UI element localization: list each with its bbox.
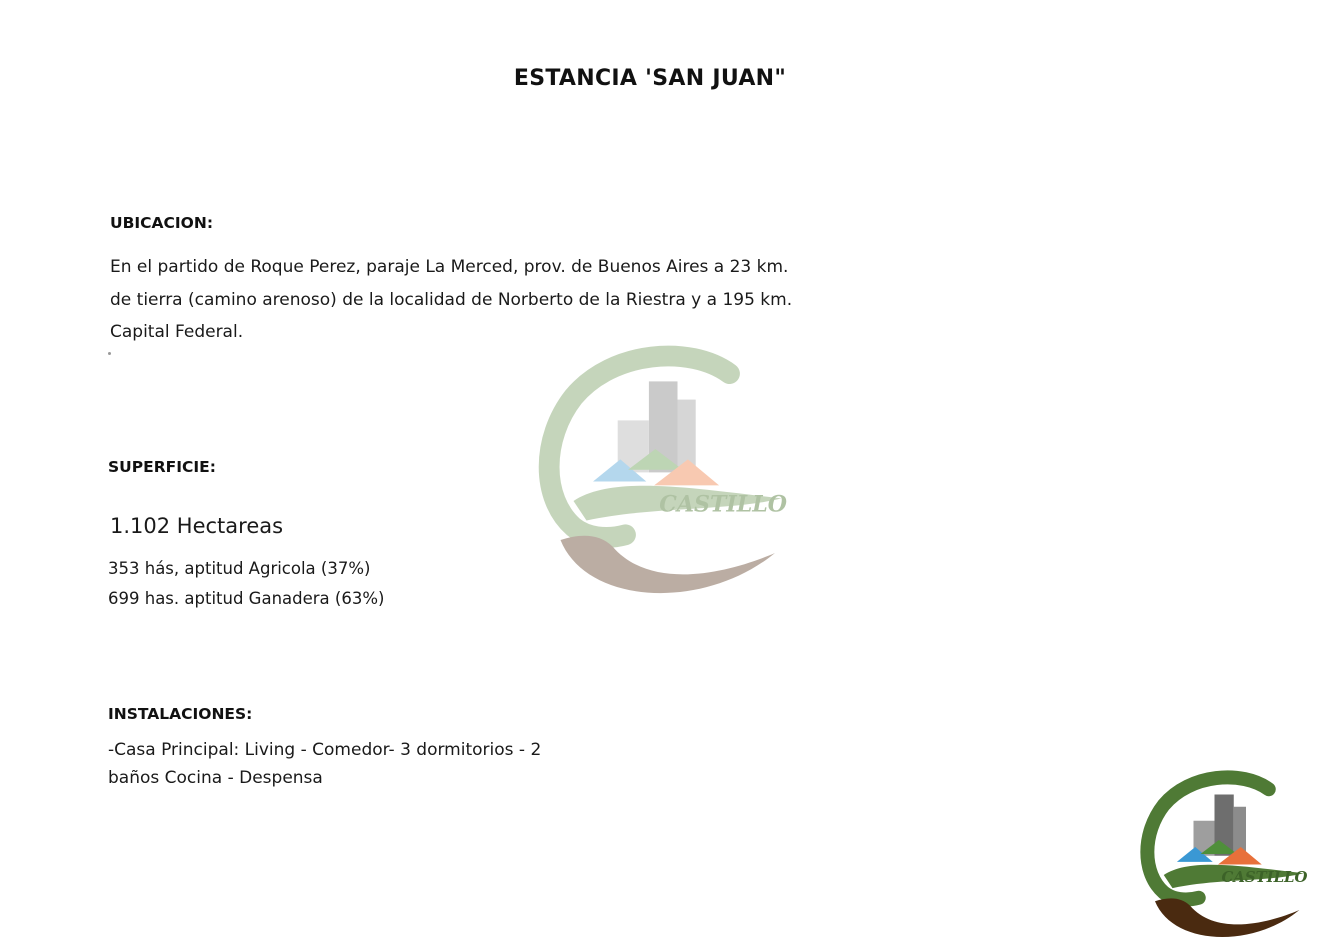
logo-swoosh-brown — [1155, 898, 1299, 937]
superficie-breakdown-line: 699 has. aptitud Ganadera (63%) — [108, 589, 385, 608]
ubicacion-description — [110, 251, 830, 349]
instalaciones-heading: INSTALACIONES: — [108, 705, 253, 723]
superficie-breakdown — [108, 554, 384, 614]
instalaciones-line: -Casa Principal: Living - Comedor- 3 dormitorios - 2 — [108, 740, 542, 760]
logo-swoosh-brown — [561, 536, 776, 593]
castillo-logo-icon — [1135, 770, 1315, 945]
instalaciones-line: baños Cocina - Despensa — [108, 768, 323, 788]
castillo-logo-icon — [532, 345, 797, 605]
instalaciones-description — [108, 736, 541, 792]
ubicacion-line: Capital Federal. — [110, 322, 244, 342]
superficie-breakdown-line: 353 hás, aptitud Agricola (37%) — [108, 559, 371, 578]
logo-text: CASTILLO — [659, 491, 787, 518]
superficie-total: 1.102 Hectareas — [110, 514, 284, 538]
ubicacion-line: En el partido de Roque Perez, paraje La Merced, prov. de Buenos Aires a 23 km. — [110, 257, 789, 277]
ubicacion-heading: UBICACION: — [110, 214, 214, 232]
corner-logo — [1135, 770, 1315, 945]
document-title: ESTANCIA 'SAN JUAN" — [513, 66, 787, 91]
watermark-logo — [532, 345, 797, 605]
stray-dot — [108, 352, 111, 355]
ubicacion-line: de tierra (camino arenoso) de la localidad de Norberto de la Riestra y a 195 km. — [110, 289, 793, 310]
superficie-heading: SUPERFICIE: — [108, 458, 216, 476]
logo-text: CASTILLO — [1221, 868, 1308, 886]
